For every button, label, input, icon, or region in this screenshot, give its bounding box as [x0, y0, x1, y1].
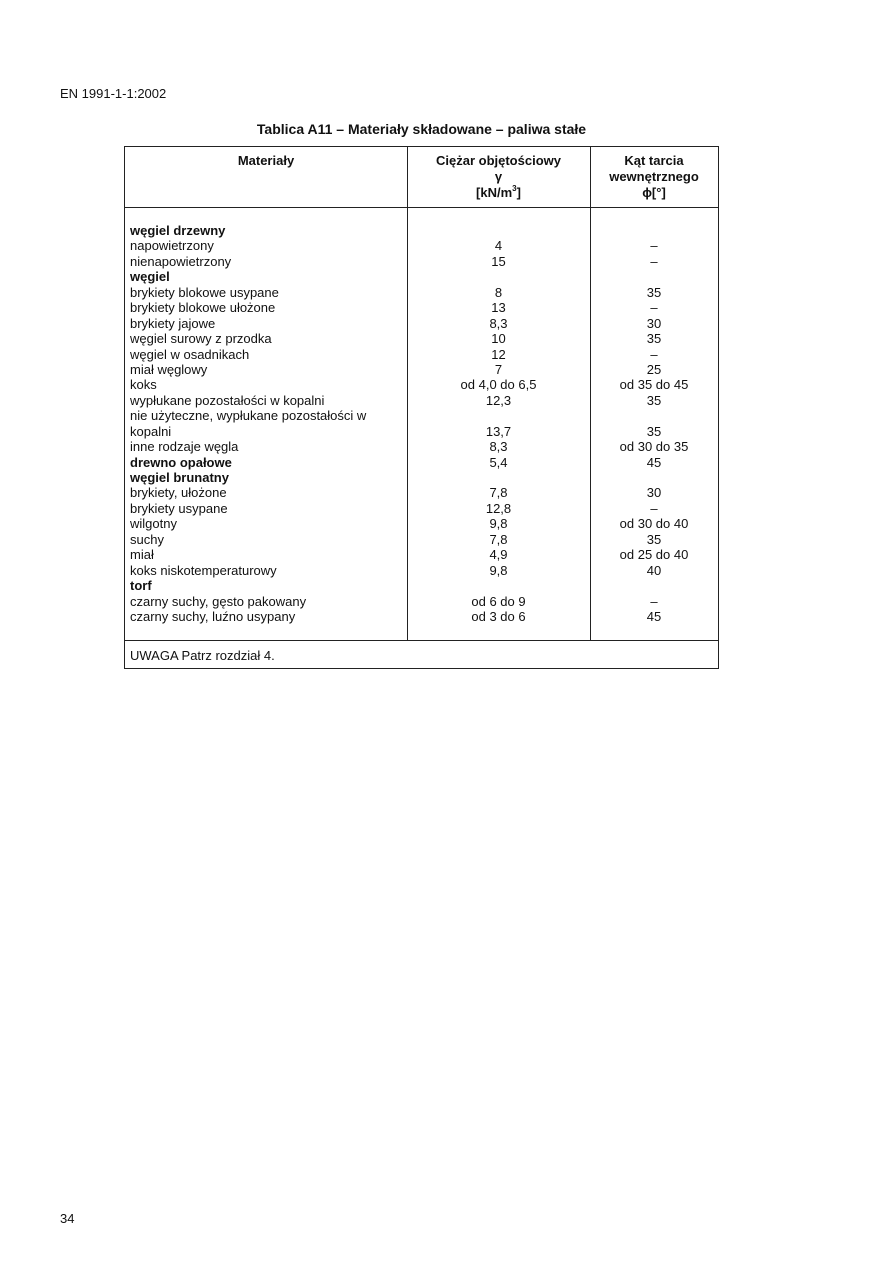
table-row [125, 377, 718, 392]
table-row [125, 331, 718, 346]
cell-material: koks [130, 377, 157, 393]
table-title: Tablica A11 – Materiały składowane – paliwa stałe [256, 121, 587, 137]
cell-angle: – [650, 500, 658, 516]
cell-weight: 10 [491, 331, 506, 347]
table-row [125, 516, 718, 531]
table-row [125, 269, 718, 284]
table-row [125, 594, 718, 609]
cell-angle: – [650, 300, 658, 316]
cell-angle: – [650, 253, 658, 269]
document-id: EN 1991-1-1:2002 [60, 86, 167, 101]
cell-material: węgiel brunatny [130, 470, 229, 485]
column-header-material: Materiały [237, 153, 295, 168]
weight-symbol: γ [494, 169, 503, 184]
cell-material: napowietrzony [130, 238, 214, 254]
weight-title: Ciężar objętościowy [436, 153, 561, 168]
table-row [125, 578, 718, 593]
cell-material: węgiel [130, 269, 170, 285]
cell-weight: od 6 do 9 [471, 593, 526, 609]
cell-material: brykiety, ułożone [130, 485, 227, 501]
cell-angle: od 25 do 40 [619, 547, 689, 563]
cell-weight: od 3 do 6 [471, 608, 526, 624]
cell-material: węgiel drzewny [130, 223, 226, 238]
cell-angle: – [650, 346, 658, 362]
column-header-angle [590, 153, 718, 201]
cell-material: kopalni [130, 423, 172, 439]
cell-weight: 4,9 [489, 547, 508, 563]
cell-weight: 12,3 [485, 392, 512, 408]
cell-angle: 35 [646, 392, 662, 408]
cell-weight: 13,7 [485, 423, 512, 439]
cell-angle: – [650, 238, 658, 254]
cell-material: czarny suchy, gęsto pakowany [130, 593, 307, 609]
cell-material: nienapowietrzony [130, 253, 232, 269]
table-row [125, 470, 718, 485]
cell-angle: – [650, 593, 658, 609]
cell-material: koks niskotemperaturowy [130, 562, 277, 578]
cell-material: inne rodzaje węgla [130, 439, 239, 455]
cell-material: nie użyteczne, wypłukane pozostałości w [130, 408, 367, 424]
table-row [125, 485, 718, 500]
table-row [125, 285, 718, 300]
angle-title-line-1: Kąt tarcia [624, 153, 684, 168]
cell-angle: 35 [646, 531, 662, 547]
cell-material: miał węglowy [130, 361, 208, 377]
table-row [125, 238, 718, 253]
table-note: UWAGA Patrz rozdział 4. [130, 648, 275, 663]
cell-weight: 8 [494, 284, 503, 300]
note-divider [125, 640, 718, 641]
angle-symbol: ϕ[°] [642, 185, 666, 200]
table-row [125, 609, 718, 624]
cell-weight: 13 [491, 300, 506, 316]
cell-material: wypłukane pozostałości w kopalni [130, 392, 325, 408]
cell-weight: 12,8 [485, 500, 512, 516]
angle-title-line-2: wewnętrznego [609, 169, 699, 184]
table-row [125, 316, 718, 331]
table-row [125, 254, 718, 269]
cell-material: wilgotny [130, 516, 177, 532]
table-row [125, 223, 718, 238]
column-header-weight [407, 153, 590, 201]
cell-material: drewno opałowe [130, 454, 232, 470]
cell-angle: 30 [646, 315, 662, 331]
cell-weight: od 4,0 do 6,5 [460, 377, 537, 393]
table-row [125, 532, 718, 547]
cell-weight: 15 [491, 253, 506, 269]
cell-weight: 4 [494, 238, 503, 254]
cell-weight: 7,8 [489, 531, 508, 547]
cell-material: czarny suchy, luźno usypany [130, 608, 296, 624]
cell-material: brykiety jajowe [130, 315, 216, 331]
cell-weight: 5,4 [489, 454, 508, 470]
cell-material: suchy [130, 531, 164, 547]
table-row [125, 501, 718, 516]
cell-angle: 30 [646, 485, 662, 501]
cell-angle: 45 [646, 454, 662, 470]
cell-weight: 9,8 [489, 562, 508, 578]
cell-angle: 35 [646, 284, 662, 300]
materials-table [124, 146, 719, 669]
cell-material: węgiel surowy z przodka [130, 331, 272, 347]
cell-angle: od 35 do 45 [619, 377, 689, 393]
cell-angle: od 30 do 35 [619, 439, 689, 455]
cell-weight: 7 [494, 361, 503, 377]
table-row [125, 362, 718, 377]
table-row [125, 439, 718, 454]
table-row [125, 408, 718, 423]
table-row [125, 424, 718, 439]
cell-angle: od 30 do 40 [619, 516, 689, 532]
weight-unit: $[kN/m^3]$ [476, 183, 521, 200]
cell-material: miał [130, 547, 154, 563]
cell-angle: 25 [646, 361, 662, 377]
page-number: 34 [60, 1211, 75, 1226]
table-row [125, 300, 718, 315]
cell-weight: 8,3 [489, 439, 508, 455]
cell-angle: 35 [646, 423, 662, 439]
cell-weight: 8,3 [489, 315, 508, 331]
cell-angle: 35 [646, 331, 662, 347]
cell-material: brykiety usypane [130, 500, 228, 516]
cell-weight: 7,8 [489, 485, 508, 501]
table-body [125, 223, 718, 624]
cell-material: torf [130, 578, 152, 594]
cell-weight: 9,8 [489, 516, 508, 532]
table-row [125, 563, 718, 578]
table-row [125, 393, 718, 408]
table-row [125, 547, 718, 562]
cell-angle: 45 [646, 608, 662, 624]
table-row [125, 347, 718, 362]
cell-weight: 12 [491, 346, 506, 362]
cell-angle: 40 [646, 562, 662, 578]
cell-material: brykiety blokowe ułożone [130, 300, 276, 316]
header-divider [125, 207, 718, 208]
cell-material: brykiety blokowe usypane [130, 284, 279, 300]
table-row [125, 455, 718, 470]
cell-material: węgiel w osadnikach [130, 346, 250, 362]
